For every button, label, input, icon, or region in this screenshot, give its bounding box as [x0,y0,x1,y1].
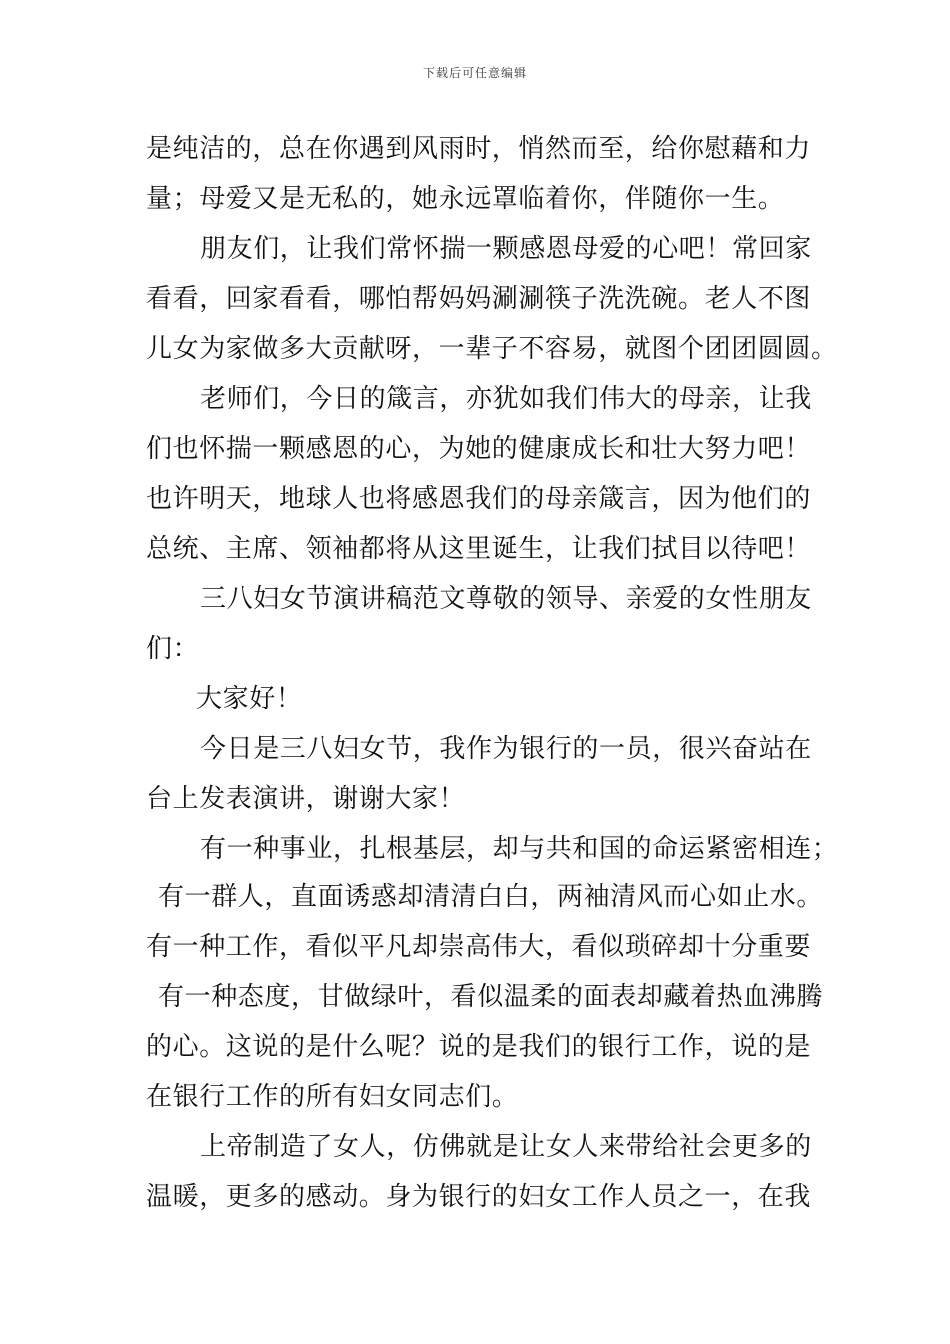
page-header: 下载后可任意编辑 [422,66,527,80]
text-line: 量；母爱又是无私的，她永远罩临着你，伴随你一生。 [146,184,785,214]
text-line: 们也怀揣一颗感恩的心，为她的健康成长和壮大努力吧！ [146,434,812,464]
text-line: 在银行工作的所有妇女同志们。 [146,1082,519,1112]
text-line: 也许明天，地球人也将感恩我们的母亲箴言，因为他们的 [146,484,812,514]
text-line: 三八妇女节演讲稿范文尊敬的领导、亲爱的女性朋友 [200,584,812,614]
text-line: 温暖，更多的感动。身为银行的妇女工作人员之一，在我 [146,1182,812,1212]
text-line: 有一种态度，甘做绿叶，看似温柔的面表却藏着热血沸腾 [158,982,824,1012]
text-line: 老师们，今日的箴言，亦犹如我们伟大的母亲，让我 [200,384,812,414]
text-line: 大家好！ [196,684,303,714]
text-line: 们： [146,634,200,664]
text-line: 的心。这说的是什么呢？说的是我们的银行工作，说的是 [146,1032,812,1062]
text-line: 有一种事业，扎根基层，却与共和国的命运紧密相连； [200,834,839,864]
text-line: 今日是三八妇女节，我作为银行的一员，很兴奋站在 [200,734,812,764]
text-line: 朋友们，让我们常怀揣一颗感恩母爱的心吧！常回家 [200,234,812,264]
text-line: 是纯洁的，总在你遇到风雨时，悄然而至，给你慰藉和力 [146,134,812,164]
text-line: 总统、主席、领袖都将从这里诞生，让我们拭目以待吧！ [146,534,812,564]
text-line: 有一种工作，看似平凡却崇高伟大，看似琐碎却十分重要 [146,932,812,962]
text-line: 有一群人，直面诱惑却清清白白，两袖清风而心如止水。 [158,882,824,912]
text-line: 儿女为家做多大贡献呀，一辈子不容易，就图个团团圆圆。 [146,334,838,364]
text-line: 上帝制造了女人，仿佛就是让女人来带给社会更多的 [200,1132,812,1162]
text-line: 看看，回家看看，哪怕帮妈妈涮涮筷子洗洗碗。老人不图 [146,284,812,314]
text-line: 台上发表演讲，谢谢大家！ [146,784,466,814]
